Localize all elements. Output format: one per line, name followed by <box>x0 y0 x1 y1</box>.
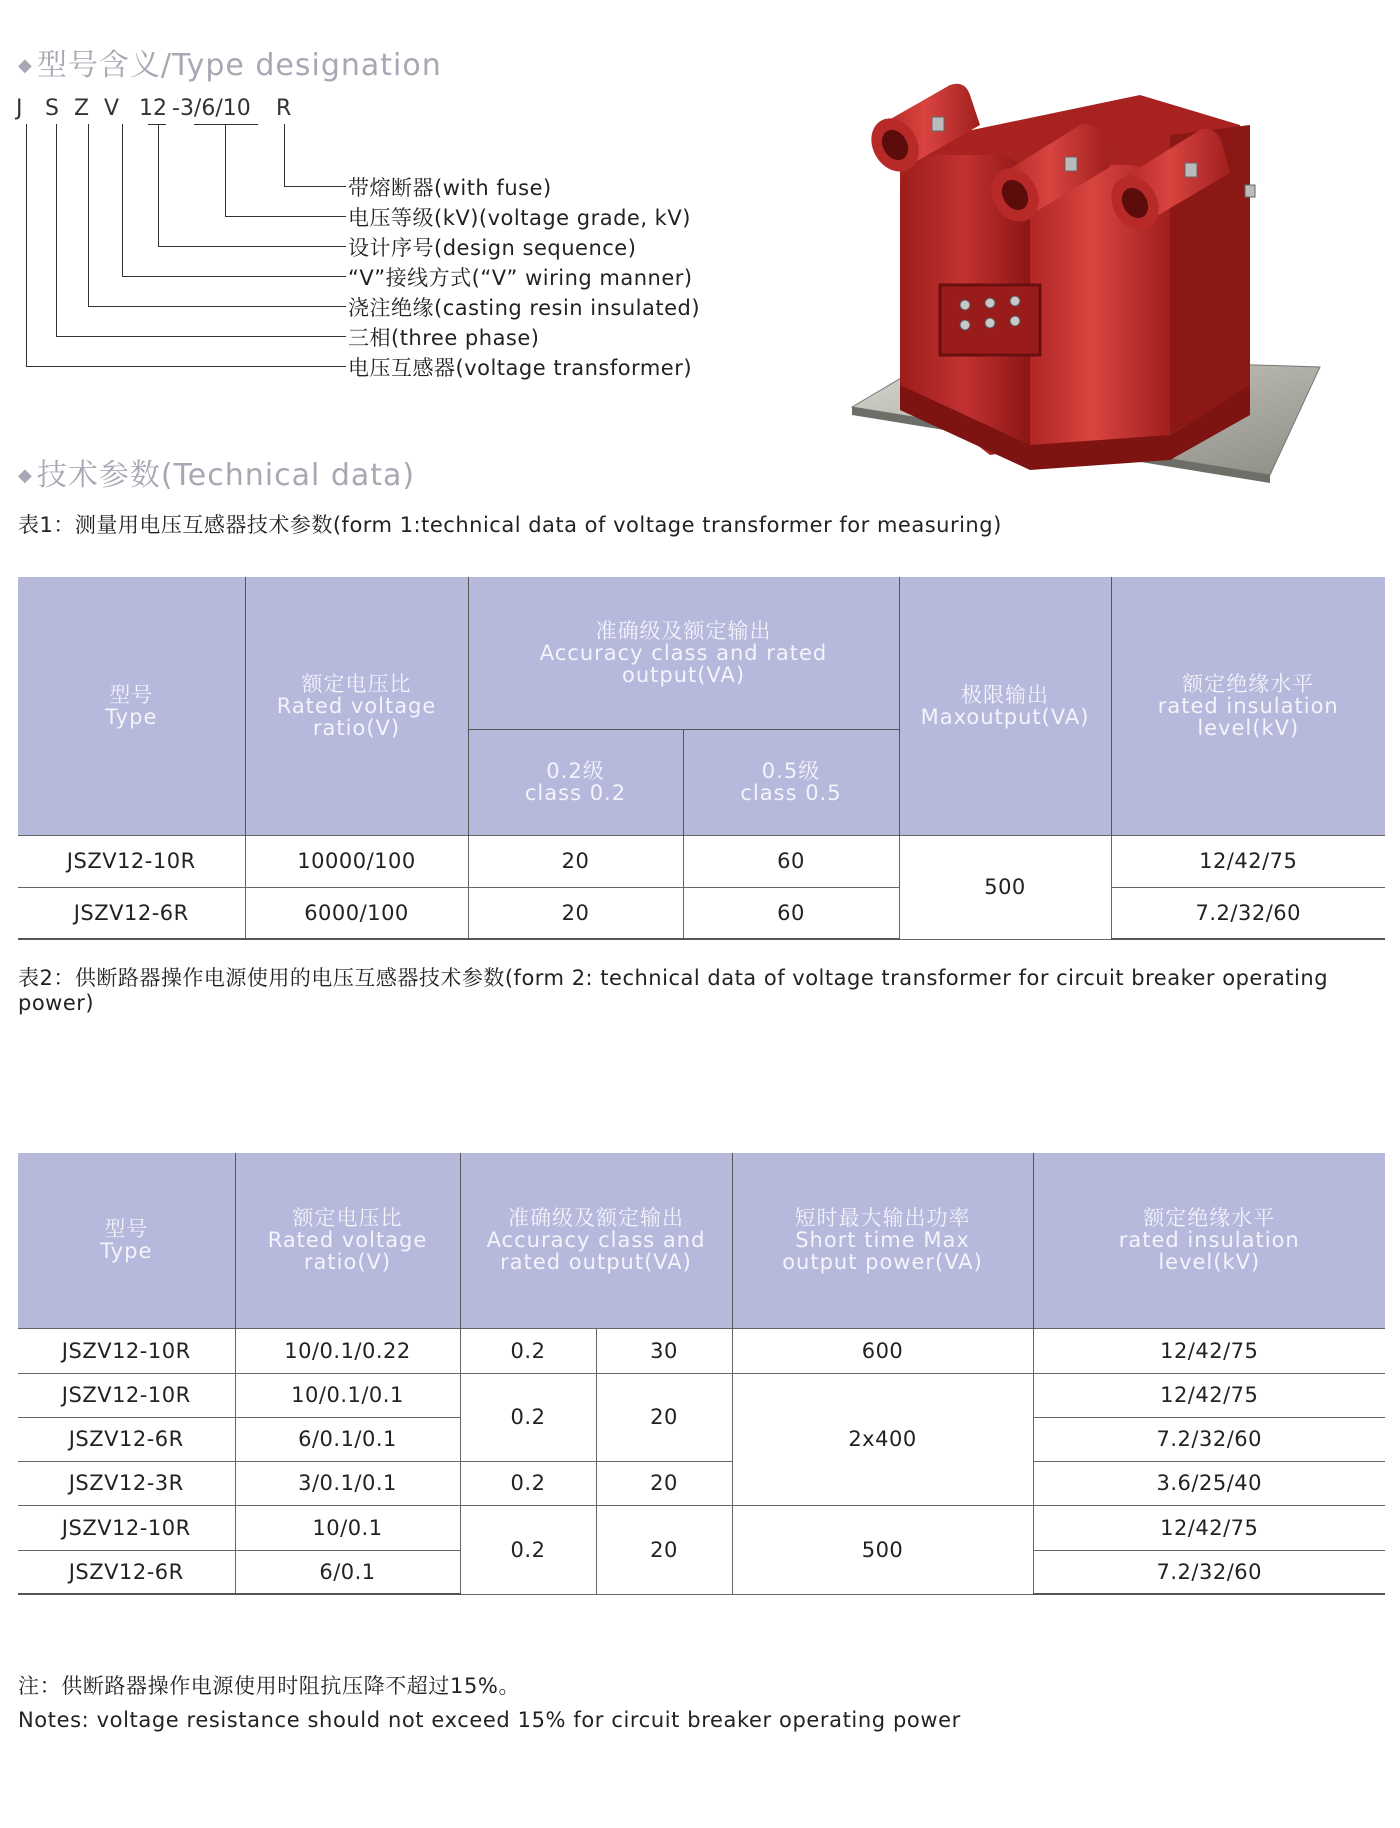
code-part-12: 12 <box>139 96 167 121</box>
bracket-line <box>225 216 346 217</box>
cell-ratio: 10000/100 <box>245 835 468 887</box>
cell-ratio: 6000/100 <box>245 887 468 939</box>
code-part-voltage: -3/6/10 <box>172 96 251 121</box>
cell-insulation: 12/42/75 <box>1033 1373 1385 1417</box>
cell-class-0-2: 20 <box>468 887 683 939</box>
diamond-bullet-icon: ◆ <box>18 55 33 76</box>
cell-ratio: 6/0.1 <box>235 1550 460 1594</box>
cell-insulation: 7.2/32/60 <box>1111 887 1385 939</box>
bracket-line <box>122 124 123 276</box>
cell-type: JSZV12-10R <box>18 1505 235 1550</box>
cell-insulation: 7.2/32/60 <box>1033 1550 1385 1594</box>
table-row <box>18 1505 1385 1550</box>
form2-header-row <box>18 1153 1385 1328</box>
note-chinese: 注：供断路器操作电源使用时阻抗压降不超过15%。 <box>18 1674 521 1698</box>
cell-class-0-5: 60 <box>683 835 899 887</box>
header-accuracy-class: 准确级及额定输出 Accuracy class and rated output(VA) <box>460 1153 732 1328</box>
cell-insulation: 12/42/75 <box>1111 835 1385 887</box>
header-short-time-max-output: 短时最大输出功率 Short time Max output power(VA) <box>732 1153 1033 1328</box>
cell-class-0-2: 20 <box>468 835 683 887</box>
header-type: 型号 Type <box>18 1153 235 1328</box>
cell-short-time-power: 2x400 <box>732 1373 1033 1505</box>
form1-header-row <box>18 577 1385 729</box>
code-underline <box>194 124 258 125</box>
cell-ratio: 10/0.1 <box>235 1505 460 1550</box>
bracket-line <box>284 124 285 186</box>
header-rated-insulation: 额定绝缘水平 rated insulation level(kV) <box>1111 577 1385 835</box>
bracket-line <box>122 276 346 277</box>
cell-short-time-power: 600 <box>732 1328 1033 1373</box>
cell-type: JSZV12-10R <box>18 1373 235 1417</box>
code-underline <box>148 124 166 125</box>
form1-caption: 表1：测量用电压互感器技术参数(form 1:technical data of voltage transformer for measuring) <box>18 513 1002 537</box>
type-designation-title: ◆ 型号含义/Type designation <box>18 48 442 83</box>
bracket-line <box>56 124 57 336</box>
cell-type: JSZV12-6R <box>18 887 245 939</box>
cell-accuracy-output: 20 <box>596 1505 732 1594</box>
table-row <box>18 1373 1385 1417</box>
cell-type: JSZV12-10R <box>18 835 245 887</box>
bracket-line <box>158 124 159 246</box>
header-type: 型号 Type <box>18 577 245 835</box>
cell-accuracy-class: 0.2 <box>460 1505 596 1594</box>
code-part-z: Z <box>74 96 90 121</box>
header-class-0-5: 0.5级 class 0.5 <box>683 729 899 835</box>
code-part-s: S <box>45 96 59 121</box>
cell-ratio: 3/0.1/0.1 <box>235 1461 460 1505</box>
bracket-line <box>26 366 346 367</box>
meaning-three-phase: 三相(three phase) <box>348 326 540 350</box>
table-row <box>18 1461 1385 1505</box>
cell-accuracy-class: 0.2 <box>460 1461 596 1505</box>
bracket-line <box>88 306 346 307</box>
header-accuracy-class: 准确级及额定输出 Accuracy class and rated output(VA) <box>468 577 899 729</box>
cell-max-output: 500 <box>899 835 1111 939</box>
header-class-0-2: 0.2级 class 0.2 <box>468 729 683 835</box>
cell-accuracy-class: 0.2 <box>460 1328 596 1373</box>
cell-insulation: 3.6/25/40 <box>1033 1461 1385 1505</box>
cell-accuracy-class: 0.2 <box>460 1373 596 1461</box>
diamond-bullet-icon: ◆ <box>18 465 33 486</box>
meaning-design-sequence: 设计序号(design sequence) <box>348 236 637 260</box>
cell-ratio: 10/0.1/0.22 <box>235 1328 460 1373</box>
table-row <box>18 887 1385 939</box>
bracket-line <box>88 124 89 306</box>
table-row <box>18 835 1385 887</box>
meaning-casting: 浇注绝缘(casting resin insulated) <box>348 296 701 320</box>
code-part-v: V <box>104 96 120 121</box>
cell-short-time-power: 500 <box>732 1505 1033 1594</box>
meaning-voltage-grade: 电压等级(kV)(voltage grade, kV) <box>348 206 691 230</box>
cell-type: JSZV12-6R <box>18 1550 235 1594</box>
form1-table <box>18 577 1385 940</box>
header-rated-voltage-ratio: 额定电压比 Rated voltage ratio(V) <box>245 577 468 835</box>
cell-insulation: 12/42/75 <box>1033 1328 1385 1373</box>
code-part-r: R <box>276 96 292 121</box>
header-rated-voltage-ratio: 额定电压比 Rated voltage ratio(V) <box>235 1153 460 1328</box>
form2-table <box>18 1153 1385 1595</box>
code-part-j: J <box>16 96 23 121</box>
form2-caption: 表2：供断路器操作电源使用的电压互感器技术参数(form 2: technical data of voltage transformer for circuit breaker operating power) <box>18 966 1329 1015</box>
bracket-line <box>225 124 226 216</box>
meaning-voltage-transformer: 电压互感器(voltage transformer) <box>348 356 693 380</box>
cell-insulation: 7.2/32/60 <box>1033 1417 1385 1461</box>
cell-type: JSZV12-3R <box>18 1461 235 1505</box>
cell-type: JSZV12-6R <box>18 1417 235 1461</box>
cell-accuracy-output: 20 <box>596 1373 732 1461</box>
cell-type: JSZV12-10R <box>18 1328 235 1373</box>
header-max-output: 极限输出 Maxoutput(VA) <box>899 577 1111 835</box>
meaning-fuse: 带熔断器(with fuse) <box>348 176 552 200</box>
bracket-line <box>26 124 27 366</box>
cell-class-0-5: 60 <box>683 887 899 939</box>
table-row <box>18 1328 1385 1373</box>
meaning-wiring: “V”接线方式(“V” wiring manner) <box>348 266 693 290</box>
cell-ratio: 10/0.1/0.1 <box>235 1373 460 1417</box>
cell-ratio: 6/0.1/0.1 <box>235 1417 460 1461</box>
voltage-transformer-product-image <box>840 55 1340 495</box>
note-english: Notes: voltage resistance should not exceed 15% for circuit breaker operating power <box>18 1708 961 1732</box>
technical-data-title: ◆ 技术参数(Technical data) <box>18 458 416 493</box>
bracket-line <box>56 336 346 337</box>
header-rated-insulation: 额定绝缘水平 rated insulation level(kV) <box>1033 1153 1385 1328</box>
cell-accuracy-output: 30 <box>596 1328 732 1373</box>
bracket-line <box>158 246 346 247</box>
cell-insulation: 12/42/75 <box>1033 1505 1385 1550</box>
cell-accuracy-output: 20 <box>596 1461 732 1505</box>
bracket-line <box>284 186 346 187</box>
